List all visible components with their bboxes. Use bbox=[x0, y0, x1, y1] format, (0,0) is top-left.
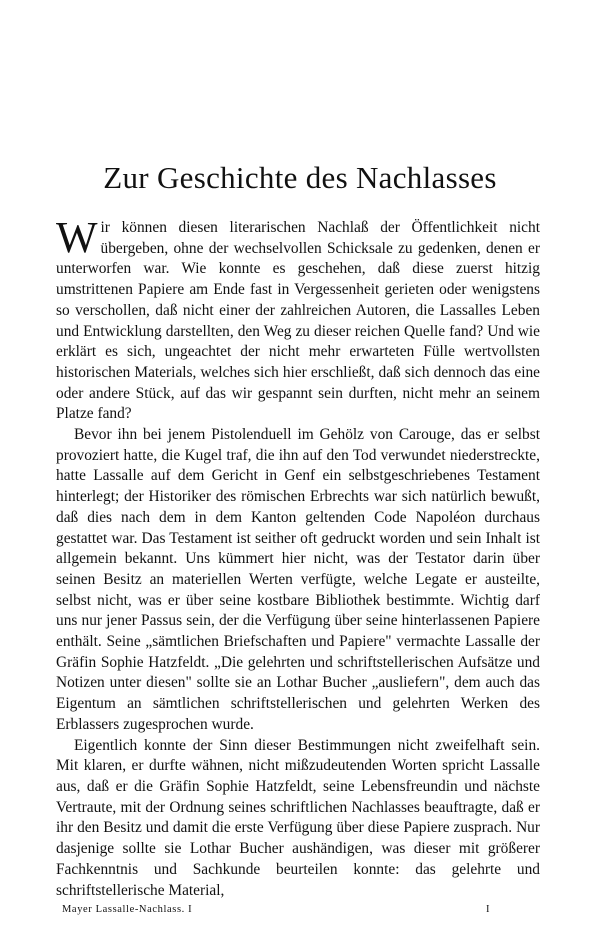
footer-page-marker: I bbox=[486, 904, 491, 915]
footer-signature: Mayer Lassalle-Nachlass. I bbox=[62, 904, 193, 915]
paragraph-1-text: ir können diesen literarischen Nachlaß der Öffentlichkeit nicht übergeben, ohne der wechselvollen Schicksale zu gedenken, denen er unterworfen war. Wie konnte es geschehen, daß diese zuerst hitzig umstrittenen Papiere am Ende fast in Vergessenheit gerieten oder wenigstens so verschollen, daß nicht einer der zahlreichen Autoren, die Lassalles Leben und Entwicklung darstellten, den Weg zu dieser reichen Quelle fand? Und wie erklärt es sich, ungeachtet der nicht mehr erwarteten Fülle wertvollsten historischen Materials, welches sich hier erschließt, daß sich dennoch das eine oder andere Stück, auf das wir gespannt sein durften, nicht mehr an seinem Platze fand? bbox=[56, 219, 540, 423]
page-title: Zur Geschichte des Nachlasses bbox=[103, 160, 497, 195]
paragraph-2: Bevor ihn bei jenem Pistolenduell im Gehölz von Carouge, das er selbst provoziert hatte, die Kugel traf, die ihn auf den Tod verwundet niederstreckte, hatte Lassalle auf dem Gericht in Genf ein selbstgeschriebenes Testament hinterlegt; der Historiker des römischen Erbrechts war sich natürlich bewußt, daß dies nach dem in dem Kanton geltenden Code Napoléon durchaus gestattet war. Das Testament ist seither oft gedruckt worden und sein Inhalt ist allgemein bekannt. Uns kümmert hier nicht, was der Testator darin über seinen Besitz an materiellen Werten verfügte, welche Legate er austeilte, selbst nicht, was er über seine kostbare Bibliothek bestimmte. Wichtig darf uns nur jener Passus sein, der die Verfügung über seine hinterlassenen Papiere enthält. Seine „sämtlichen Briefschaften und Papiere" vermachte Lassalle der Gräfin Sophie Hatzfeldt. „Die gelehrten und schriftstellerischen Aufsätze und Notizen unter diesen" sollte sie an Lothar Bucher „ausliefern", dem auch das Eigentum an sämtlichen schriftstellerischen und gelehrten Werken des Erblassers zugesprochen wurde. bbox=[56, 426, 540, 733]
paragraph-3: Eigentlich konnte der Sinn dieser Bestimmungen nicht zweifelhaft sein. Mit klaren, er durfte wähnen, nicht mißzudeutenden Worten spricht Lassalle aus, daß er die Gräfin Sophie Hatzfeldt, seine Lebensfreundin und nächste Vertraute, mit der Ordnung seines schriftlichen Nachlasses beauftragte, daß er ihr den Besitz und damit die erste Verfügung über diese Papiere zusprach. Nur dasjenige sollte sie Lothar Bucher aushändigen, was dieser mit größerer Fachkenntnis und Sachkunde beurteilen konnte: das gelehrte und schriftstellerische Material, bbox=[56, 736, 540, 899]
drop-cap: W bbox=[56, 213, 98, 262]
body-text bbox=[56, 213, 540, 901]
paragraph-1 bbox=[56, 213, 540, 425]
